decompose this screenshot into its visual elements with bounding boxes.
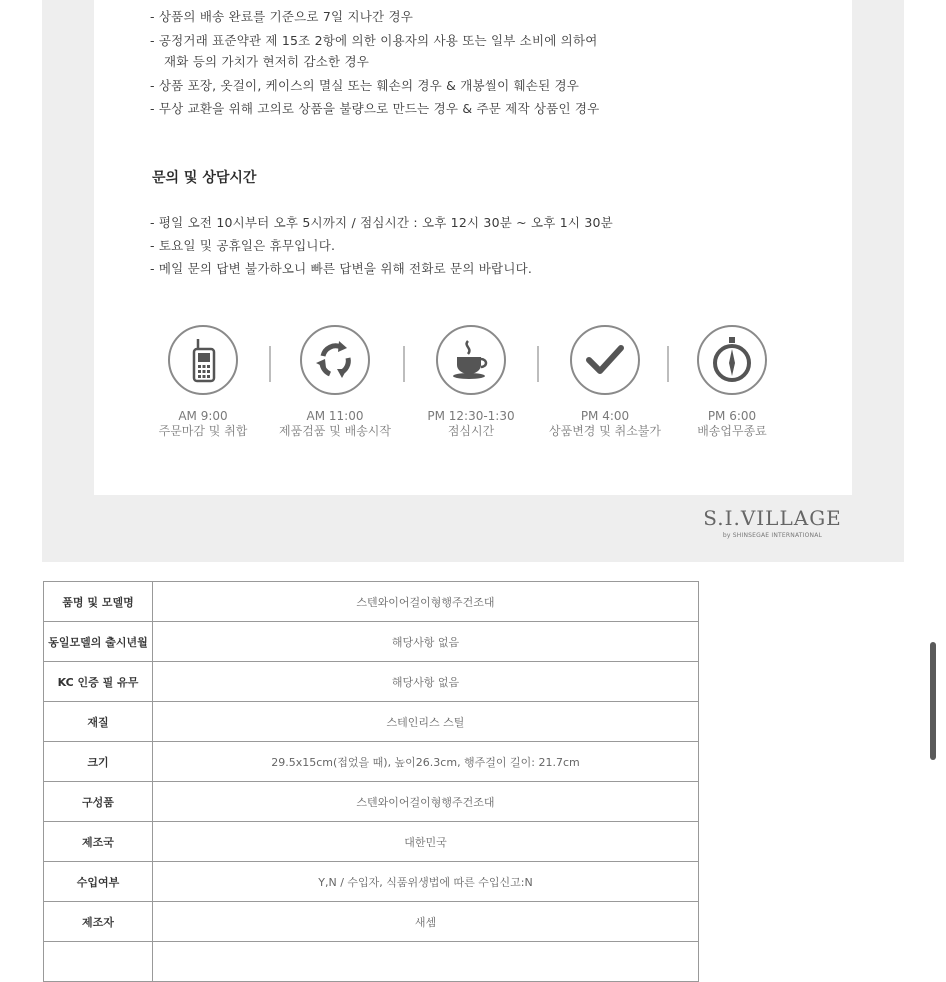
spec-value bbox=[153, 942, 699, 982]
coffee-cup-icon bbox=[436, 325, 506, 395]
compass-icon bbox=[697, 325, 767, 395]
spec-label: 제조국 bbox=[44, 822, 153, 862]
spec-label: 동일모델의 출시년월 bbox=[44, 622, 153, 662]
spec-label: 제조자 bbox=[44, 902, 153, 942]
spec-value: 대한민국 bbox=[153, 822, 699, 862]
checkmark-icon bbox=[570, 325, 640, 395]
table-row bbox=[44, 622, 699, 662]
table-row bbox=[44, 702, 699, 742]
schedule-step bbox=[540, 325, 670, 439]
spec-label: 수입여부 bbox=[44, 862, 153, 902]
inquiry-bullet: - 평일 오전 10시부터 오후 5시까지 / 점심시간 : 오후 12시 30분 ~ 오후 1시 30분 bbox=[150, 215, 613, 230]
table-row bbox=[44, 902, 699, 942]
step-time: AM 11:00 bbox=[306, 409, 364, 423]
step-desc: 주문마감 및 취합 bbox=[158, 424, 248, 438]
inquiry-title: 문의 및 상담시간 bbox=[152, 170, 257, 186]
schedule-step bbox=[406, 325, 536, 439]
spec-table bbox=[43, 581, 699, 982]
recycle-icon bbox=[300, 325, 370, 395]
table-row bbox=[44, 742, 699, 782]
table-row bbox=[44, 822, 699, 862]
table-row bbox=[44, 862, 699, 902]
step-desc: 점심시간 bbox=[447, 424, 495, 438]
brand-subtitle: by SHINSEGAE INTERNATIONAL bbox=[722, 532, 823, 539]
brand-logo: S.I.VILLAGE bbox=[703, 506, 842, 530]
exchange-bullet: - 상품 포장, 옷걸이, 케이스의 멸실 또는 훼손의 경우 & 개봉씰이 훼손된 경우 bbox=[150, 78, 580, 93]
table-row bbox=[44, 662, 699, 702]
schedule-step bbox=[270, 325, 400, 439]
spec-label: 품명 및 모델명 bbox=[44, 582, 153, 622]
spec-value: 해당사항 없음 bbox=[153, 622, 699, 662]
schedule-step bbox=[138, 325, 268, 439]
inquiry-bullet: - 토요일 및 공휴일은 휴무입니다. bbox=[150, 238, 336, 253]
spec-value: 스텐와이어걸이형행주건조대 bbox=[153, 782, 699, 822]
spec-label: 크기 bbox=[44, 742, 153, 782]
spec-value: 새셈 bbox=[153, 902, 699, 942]
inquiry-bullet: - 메일 문의 답변 불가하오니 빠른 답변을 위해 전화로 문의 바랍니다. bbox=[150, 261, 533, 276]
step-divider bbox=[537, 346, 539, 382]
table-row bbox=[44, 782, 699, 822]
step-time: PM 6:00 bbox=[707, 409, 757, 423]
step-time: AM 9:00 bbox=[178, 409, 228, 423]
phone-icon bbox=[168, 325, 238, 395]
table-row bbox=[44, 582, 699, 622]
table-row bbox=[44, 942, 699, 982]
spec-label: 재질 bbox=[44, 702, 153, 742]
step-time: PM 4:00 bbox=[580, 409, 630, 423]
spec-value: 해당사항 없음 bbox=[153, 662, 699, 702]
spec-value: 스텐와이어걸이형행주건조대 bbox=[153, 582, 699, 622]
scrollbar-thumb[interactable] bbox=[930, 642, 936, 760]
exchange-bullet: 재화 등의 가치가 현저히 감소한 경우 bbox=[164, 54, 369, 69]
spec-label bbox=[44, 942, 153, 982]
step-desc: 상품변경 및 취소불가 bbox=[549, 424, 661, 438]
exchange-bullet: - 공정거래 표준약관 제 15조 2항에 의한 이용자의 사용 또는 일부 소비에 의하여 bbox=[150, 33, 598, 48]
spec-value: 29.5x15cm(접었을 때), 높이26.3cm, 행주걸이 길이: 21.7cm bbox=[153, 742, 699, 782]
step-desc: 제품검품 및 배송시작 bbox=[279, 424, 391, 438]
spec-label: 구성품 bbox=[44, 782, 153, 822]
exchange-bullet: - 무상 교환을 위해 고의로 상품을 불량으로 만드는 경우 & 주문 제작 상품인 경우 bbox=[150, 101, 600, 116]
step-desc: 배송업무종료 bbox=[697, 424, 767, 438]
exchange-bullet: - 상품의 배송 완료를 기준으로 7일 지나간 경우 bbox=[150, 9, 414, 24]
step-time: PM 12:30-1:30 bbox=[427, 409, 515, 423]
step-divider bbox=[403, 346, 405, 382]
spec-value: 스테인리스 스틸 bbox=[153, 702, 699, 742]
spec-label: KC 인증 필 유무 bbox=[44, 662, 153, 702]
schedule-step bbox=[667, 325, 797, 439]
spec-value: Y,N / 수입자, 식품위생법에 따른 수입신고:N bbox=[153, 862, 699, 902]
